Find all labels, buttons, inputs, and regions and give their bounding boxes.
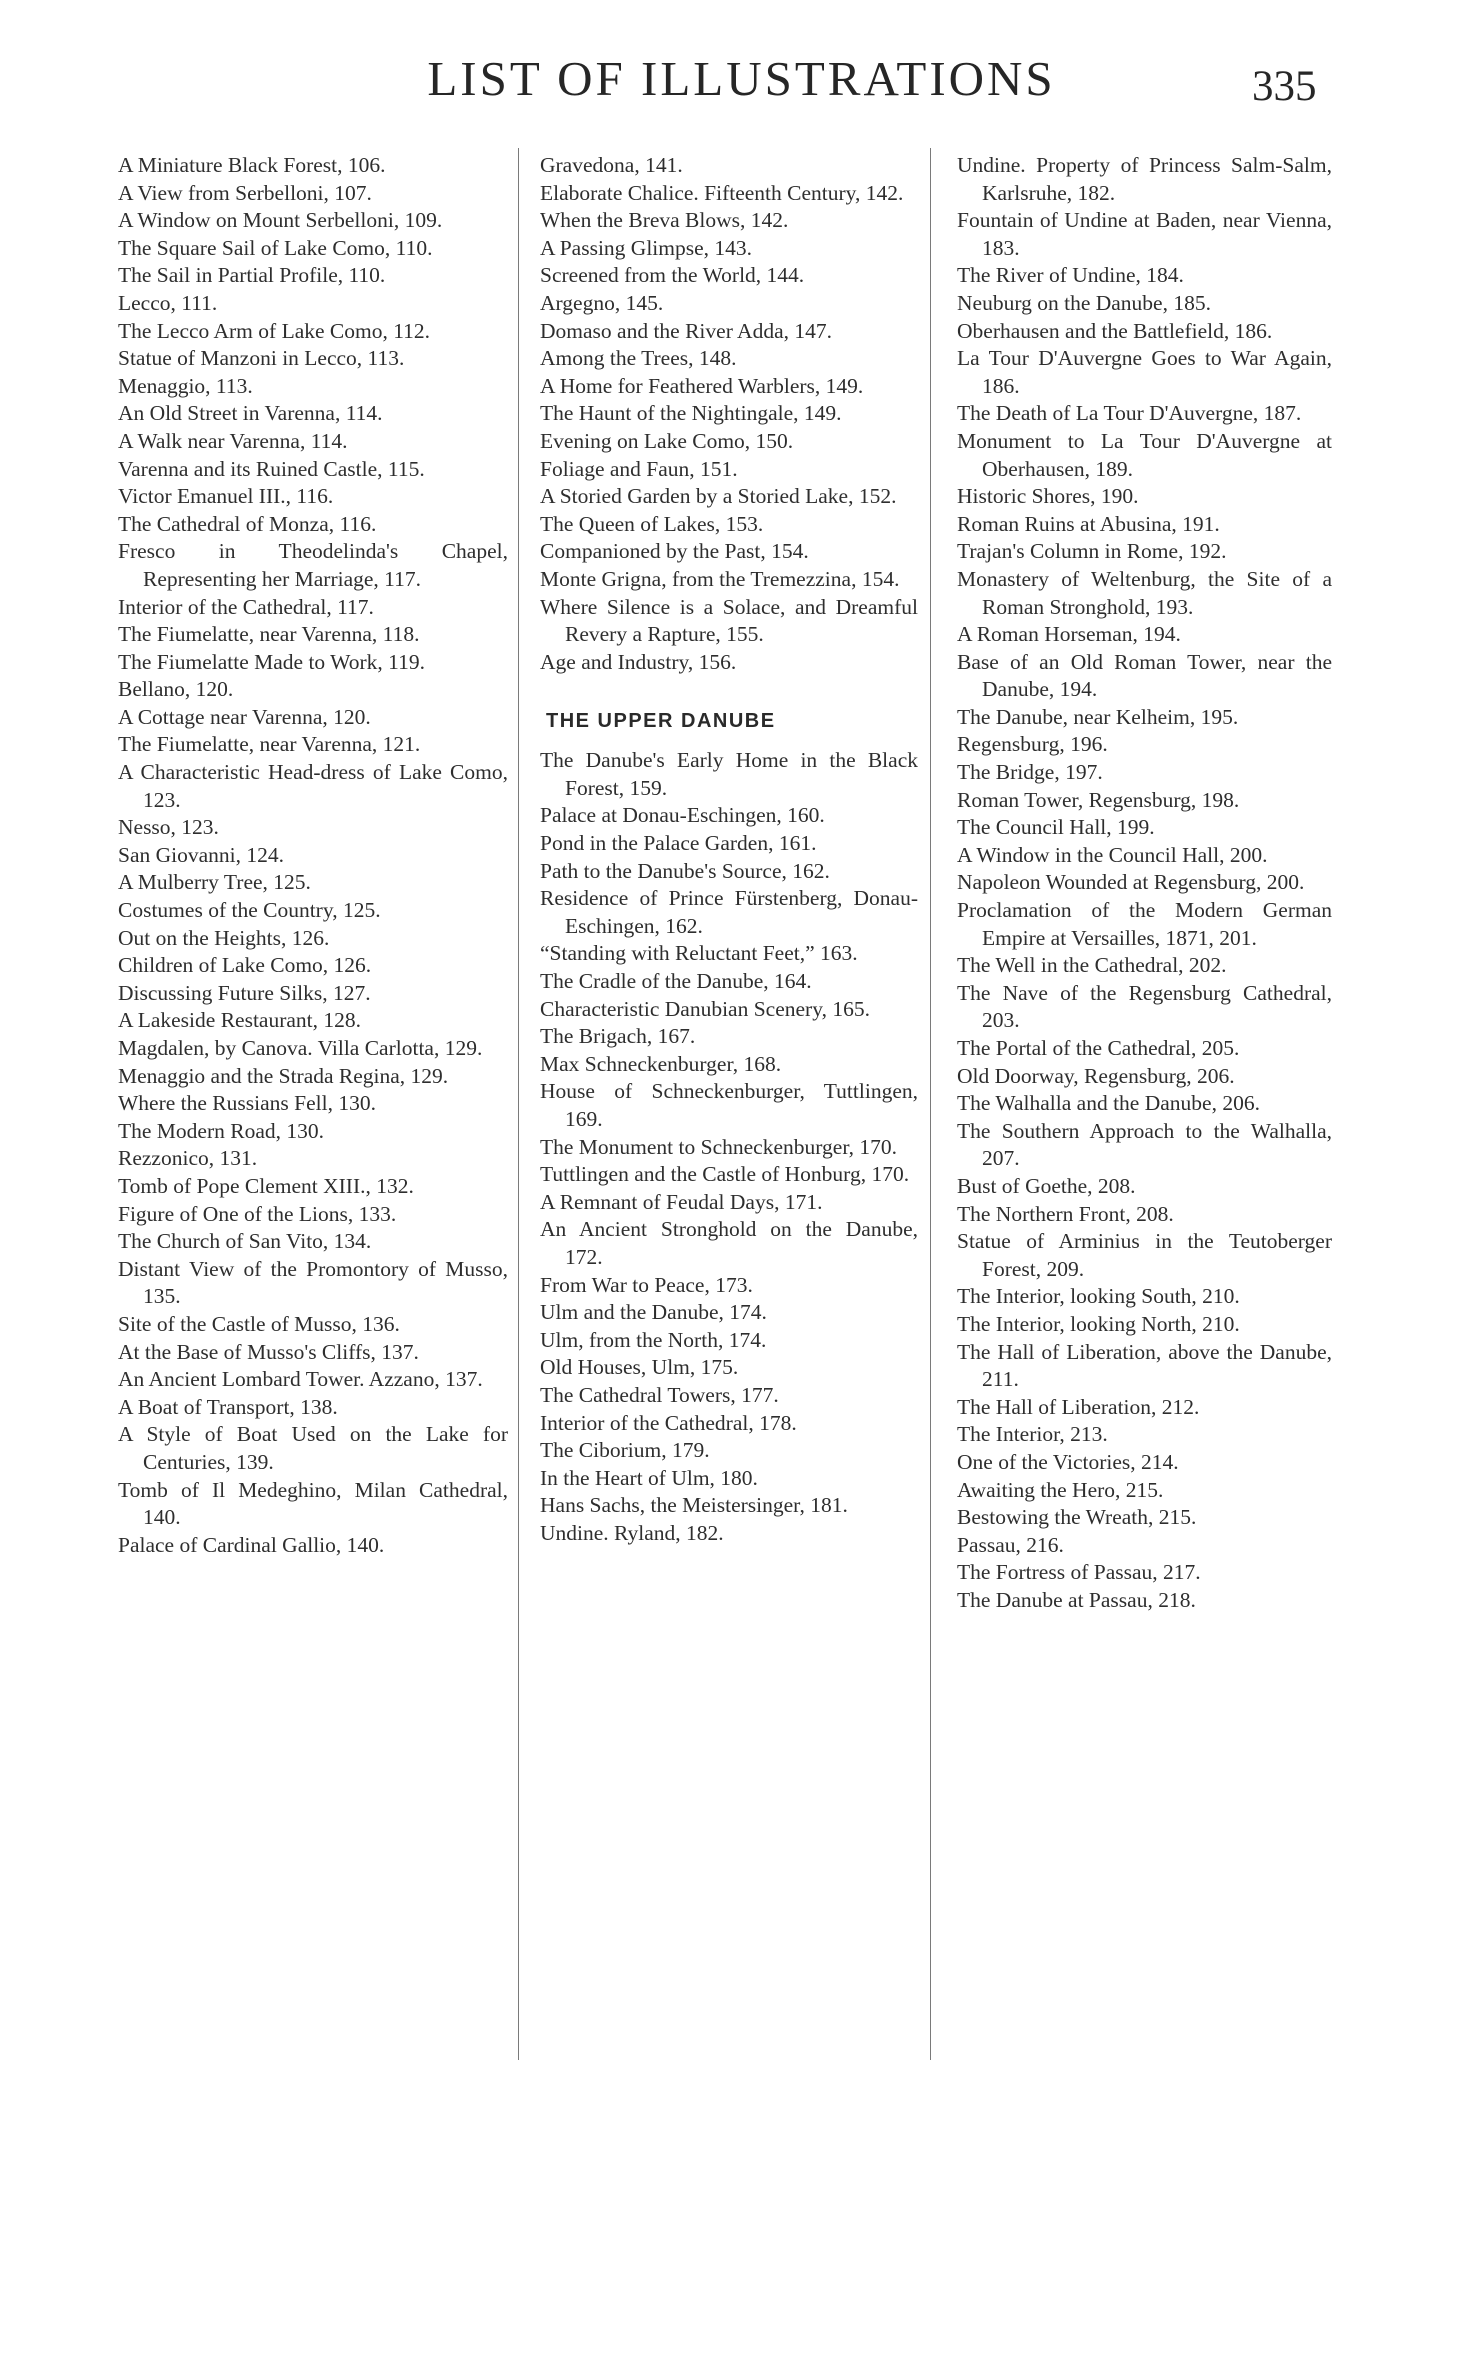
- illustration-entry: Pond in the Palace Garden, 161.: [540, 831, 817, 856]
- illustration-entry: The Danube, near Kelheim, 195.: [957, 704, 1239, 729]
- illustration-entry: Interior of the Cathedral, 117.: [118, 594, 374, 619]
- illustration-entry: A View from Serbelloni, 107.: [118, 180, 372, 205]
- illustration-entry: Menaggio, 113.: [118, 373, 253, 398]
- illustration-entry: Where Silence is a Solace, and Dreamful Revery a Rapture, 155.: [540, 594, 918, 647]
- illustration-entry: Max Schneckenburger, 168.: [540, 1051, 782, 1076]
- illustration-entry: A Characteristic Head-dress of Lake Como, 123.: [118, 760, 508, 812]
- illustration-entry: The Council Hall, 199.: [957, 815, 1155, 840]
- illustration-entry: Argegno, 145.: [540, 290, 664, 315]
- illustration-entry: Figure of One of the Lions, 133.: [118, 1201, 397, 1226]
- illustration-entry: Companioned by the Past, 154.: [540, 539, 809, 564]
- illustration-entry: The Interior, looking South, 210.: [957, 1284, 1240, 1309]
- illustration-entry: Magdalen, by Canova. Villa Carlotta, 129.: [118, 1036, 483, 1060]
- illustration-entry: The Cathedral Towers, 177.: [540, 1382, 779, 1407]
- illustration-entry: The Walhalla and the Danube, 206.: [957, 1091, 1260, 1116]
- illustration-entry: The Cradle of the Danube, 164.: [540, 969, 812, 994]
- illustration-entry: Ulm and the Danube, 174.: [540, 1300, 767, 1325]
- page-title: LIST OF ILLUSTRATIONS: [427, 51, 1056, 106]
- illustration-entry: Passau, 216.: [957, 1532, 1064, 1557]
- illustration-entry: A Roman Horseman, 194.: [957, 622, 1181, 647]
- illustration-entry: The Fortress of Passau, 217.: [957, 1560, 1201, 1585]
- illustration-entry: The Nave of the Regensburg Cathedral, 203.: [957, 980, 1332, 1033]
- illustration-entry: A Remnant of Feudal Days, 171.: [540, 1189, 823, 1214]
- column-1: [118, 152, 508, 1559]
- illustration-entry: Interior of the Cathedral, 178.: [540, 1410, 797, 1435]
- illustration-entry: La Tour D'Auvergne Goes to War Again, 186.: [957, 346, 1332, 398]
- illustration-entry: One of the Victories, 214.: [957, 1449, 1179, 1474]
- illustration-entry: The River of Undine, 184.: [957, 263, 1184, 288]
- illustration-entry: Historic Shores, 190.: [957, 484, 1139, 509]
- illustration-entry: Varenna and its Ruined Castle, 115.: [118, 456, 425, 481]
- illustration-entry: Costumes of the Country, 125.: [118, 898, 381, 923]
- illustration-entry: Old Houses, Ulm, 175.: [540, 1355, 739, 1380]
- illustration-entry: The Square Sail of Lake Como, 110.: [118, 235, 433, 260]
- illustration-entry: A Passing Glimpse, 143.: [540, 235, 753, 260]
- illustration-entry: The Haunt of the Nightingale, 149.: [540, 401, 842, 426]
- illustration-entry: Characteristic Danubian Scenery, 165.: [540, 996, 870, 1021]
- illustration-entry: Undine. Ryland, 182.: [540, 1520, 724, 1545]
- illustration-entry: Proclamation of the Modern German Empire at Versailles, 1871, 201.: [957, 898, 1332, 950]
- illustration-entry: A Mulberry Tree, 125.: [118, 870, 311, 895]
- illustration-entry: A Style of Boat Used on the Lake for Centuries, 139.: [118, 1422, 508, 1474]
- illustration-entry: Fresco in Theodelinda's Chapel, Representing her Marriage, 117.: [118, 539, 508, 591]
- illustration-entry: Domaso and the River Adda, 147.: [540, 318, 832, 343]
- illustration-entry: Napoleon Wounded at Regensburg, 200.: [957, 870, 1305, 895]
- page-number: 335: [1252, 63, 1317, 110]
- illustration-entry: A Window in the Council Hall, 200.: [957, 842, 1268, 867]
- illustration-entry: The Queen of Lakes, 153.: [540, 511, 764, 536]
- illustration-entry: Regensburg, 196.: [957, 732, 1108, 757]
- illustration-entry: Site of the Castle of Musso, 136.: [118, 1311, 400, 1336]
- illustration-entry: Monte Grigna, from the Tremezzina, 154.: [540, 566, 900, 591]
- illustration-entry: Fountain of Undine at Baden, near Vienna, 183.: [957, 208, 1332, 260]
- illustration-entry: The Interior, 213.: [957, 1422, 1108, 1447]
- illustration-entry: Menaggio and the Strada Regina, 129.: [118, 1063, 449, 1088]
- illustration-entry: The Death of La Tour D'Auvergne, 187.: [957, 401, 1302, 426]
- illustration-entry: Monument to La Tour D'Auvergne at Oberhausen, 189.: [957, 428, 1332, 481]
- illustration-entry: Old Doorway, Regensburg, 206.: [957, 1063, 1235, 1088]
- illustration-entry: Where the Russians Fell, 130.: [118, 1091, 376, 1116]
- illustration-entry: The Monument to Schneckenburger, 170.: [540, 1134, 897, 1159]
- illustration-entry: An Old Street in Varenna, 114.: [118, 401, 383, 426]
- illustration-entry: Monastery of Weltenburg, the Site of a Roman Stronghold, 193.: [957, 566, 1332, 619]
- illustration-entry: From War to Peace, 173.: [540, 1272, 753, 1297]
- illustration-entry: The Fiumelatte, near Varenna, 118.: [118, 622, 420, 647]
- illustration-entry: An Ancient Lombard Tower. Azzano, 137.: [118, 1367, 483, 1392]
- illustration-entry: Palace of Cardinal Gallio, 140.: [118, 1532, 385, 1557]
- illustration-entry: A Boat of Transport, 138.: [118, 1394, 338, 1419]
- illustration-entry: Base of an Old Roman Tower, near the Danube, 194.: [957, 649, 1332, 702]
- entries-after-section: [540, 747, 918, 1547]
- illustration-entry: Oberhausen and the Battlefield, 186.: [957, 318, 1273, 343]
- illustration-entry: Bestowing the Wreath, 215.: [957, 1505, 1197, 1530]
- illustration-entry: Neuburg on the Danube, 185.: [957, 290, 1211, 315]
- illustration-entry: A Home for Feathered Warblers, 149.: [540, 373, 864, 398]
- illustration-entry: The Church of San Vito, 134.: [118, 1229, 372, 1254]
- illustration-entry: The Southern Approach to the Walhalla, 207.: [957, 1118, 1332, 1171]
- illustration-entry: The Fiumelatte, near Varenna, 121.: [118, 732, 421, 757]
- illustration-entry: Statue of Arminius in the Teutoberger Forest, 209.: [957, 1229, 1332, 1281]
- illustration-entry: Path to the Danube's Source, 162.: [540, 858, 830, 883]
- illustration-entry: Evening on Lake Como, 150.: [540, 428, 794, 453]
- illustration-entry: Out on the Heights, 126.: [118, 925, 330, 950]
- illustration-entry: Distant View of the Promontory of Musso, 135.: [118, 1256, 508, 1309]
- illustration-entry: Discussing Future Silks, 127.: [118, 980, 371, 1005]
- illustration-entry: The Modern Road, 130.: [118, 1118, 325, 1143]
- illustration-entry: The Hall of Liberation, 212.: [957, 1394, 1200, 1419]
- illustration-entry: The Well in the Cathedral, 202.: [957, 953, 1227, 978]
- illustration-entry: The Hall of Liberation, above the Danube, 211.: [957, 1339, 1332, 1392]
- column-3: [957, 152, 1332, 1614]
- illustration-entry: Roman Ruins at Abusina, 191.: [957, 511, 1220, 536]
- column-2: [540, 152, 918, 1548]
- illustration-entry: An Ancient Stronghold on the Danube, 172.: [540, 1217, 918, 1269]
- illustration-entry: Nesso, 123.: [118, 815, 219, 840]
- illustration-entry: The Portal of the Cathedral, 205.: [957, 1036, 1240, 1060]
- illustration-entry: The Ciborium, 179.: [540, 1438, 710, 1463]
- illustration-entry: Tomb of Il Medeghino, Milan Cathedral, 140.: [118, 1477, 508, 1530]
- illustration-entry: The Bridge, 197.: [957, 760, 1103, 785]
- illustration-entry: Victor Emanuel III., 116.: [118, 484, 334, 509]
- illustration-entry: When the Breva Blows, 142.: [540, 208, 789, 233]
- illustration-entry: San Giovanni, 124.: [118, 842, 285, 867]
- section-heading-upper-danube: THE UPPER DANUBE: [546, 710, 776, 733]
- illustration-entry: The Fiumelatte Made to Work, 119.: [118, 649, 425, 674]
- illustration-entry: Rezzonico, 131.: [118, 1146, 258, 1171]
- illustration-entry: Hans Sachs, the Meistersinger, 181.: [540, 1493, 848, 1518]
- illustration-entry: Children of Lake Como, 126.: [118, 953, 372, 978]
- illustration-entry: The Danube at Passau, 218.: [957, 1587, 1196, 1612]
- column-rule: [518, 148, 519, 2060]
- illustration-entry: A Lakeside Restaurant, 128.: [118, 1008, 362, 1033]
- illustration-entry: In the Heart of Ulm, 180.: [540, 1465, 758, 1490]
- entries-before-section: [540, 152, 918, 676]
- illustration-entry: Statue of Manzoni in Lecco, 113.: [118, 346, 405, 371]
- illustration-entry: The Brigach, 167.: [540, 1024, 696, 1049]
- illustration-entry: Bellano, 120.: [118, 677, 234, 702]
- illustration-entry: “Standing with Reluctant Feet,” 163.: [540, 941, 858, 966]
- illustration-entry: Palace at Donau-Eschingen, 160.: [540, 803, 825, 828]
- illustration-entry: Gravedona, 141.: [540, 153, 683, 177]
- illustration-entry: A Cottage near Varenna, 120.: [118, 704, 371, 729]
- illustration-entry: House of Schneckenburger, Tuttlingen, 169.: [540, 1079, 918, 1131]
- illustration-entry: The Lecco Arm of Lake Como, 112.: [118, 318, 431, 343]
- illustration-entry: A Window on Mount Serbelloni, 109.: [118, 208, 443, 233]
- illustration-entry: Bust of Goethe, 208.: [957, 1173, 1136, 1198]
- illustration-entry: Age and Industry, 156.: [540, 649, 737, 674]
- illustration-entry: Residence of Prince Fürstenberg, Donau-Eschingen, 162.: [540, 886, 918, 938]
- illustration-entry: Awaiting the Hero, 215.: [957, 1477, 1164, 1502]
- illustration-entry: The Interior, looking North, 210.: [957, 1311, 1240, 1336]
- illustration-entry: The Sail in Partial Profile, 110.: [118, 263, 386, 288]
- illustration-entry: Trajan's Column in Rome, 192.: [957, 539, 1227, 564]
- column-rule: [930, 148, 931, 2060]
- illustration-entry: Roman Tower, Regensburg, 198.: [957, 787, 1240, 812]
- illustration-entry: Ulm, from the North, 174.: [540, 1327, 767, 1352]
- illustration-entry: Among the Trees, 148.: [540, 346, 737, 371]
- illustration-entry: Lecco, 111.: [118, 290, 218, 315]
- illustration-entry: Tuttlingen and the Castle of Honburg, 170.: [540, 1162, 910, 1187]
- illustration-entry: Tomb of Pope Clement XIII., 132.: [118, 1173, 414, 1198]
- illustration-entry: Foliage and Faun, 151.: [540, 456, 738, 481]
- illustration-entry: A Miniature Black Forest, 106.: [118, 153, 386, 177]
- illustration-entry: The Northern Front, 208.: [957, 1201, 1174, 1226]
- illustration-entry: At the Base of Musso's Cliffs, 137.: [118, 1339, 419, 1364]
- illustration-entry: Screened from the World, 144.: [540, 263, 805, 288]
- illustration-entry: Elaborate Chalice. Fifteenth Century, 142.: [540, 180, 904, 205]
- illustration-entry: The Cathedral of Monza, 116.: [118, 511, 377, 536]
- illustration-entry: The Danube's Early Home in the Black Forest, 159.: [540, 748, 918, 800]
- illustration-entry: A Storied Garden by a Storied Lake, 152.: [540, 484, 897, 509]
- illustration-entry: A Walk near Varenna, 114.: [118, 428, 348, 453]
- illustration-entry: Undine. Property of Princess Salm-Salm, Karlsruhe, 182.: [957, 153, 1332, 205]
